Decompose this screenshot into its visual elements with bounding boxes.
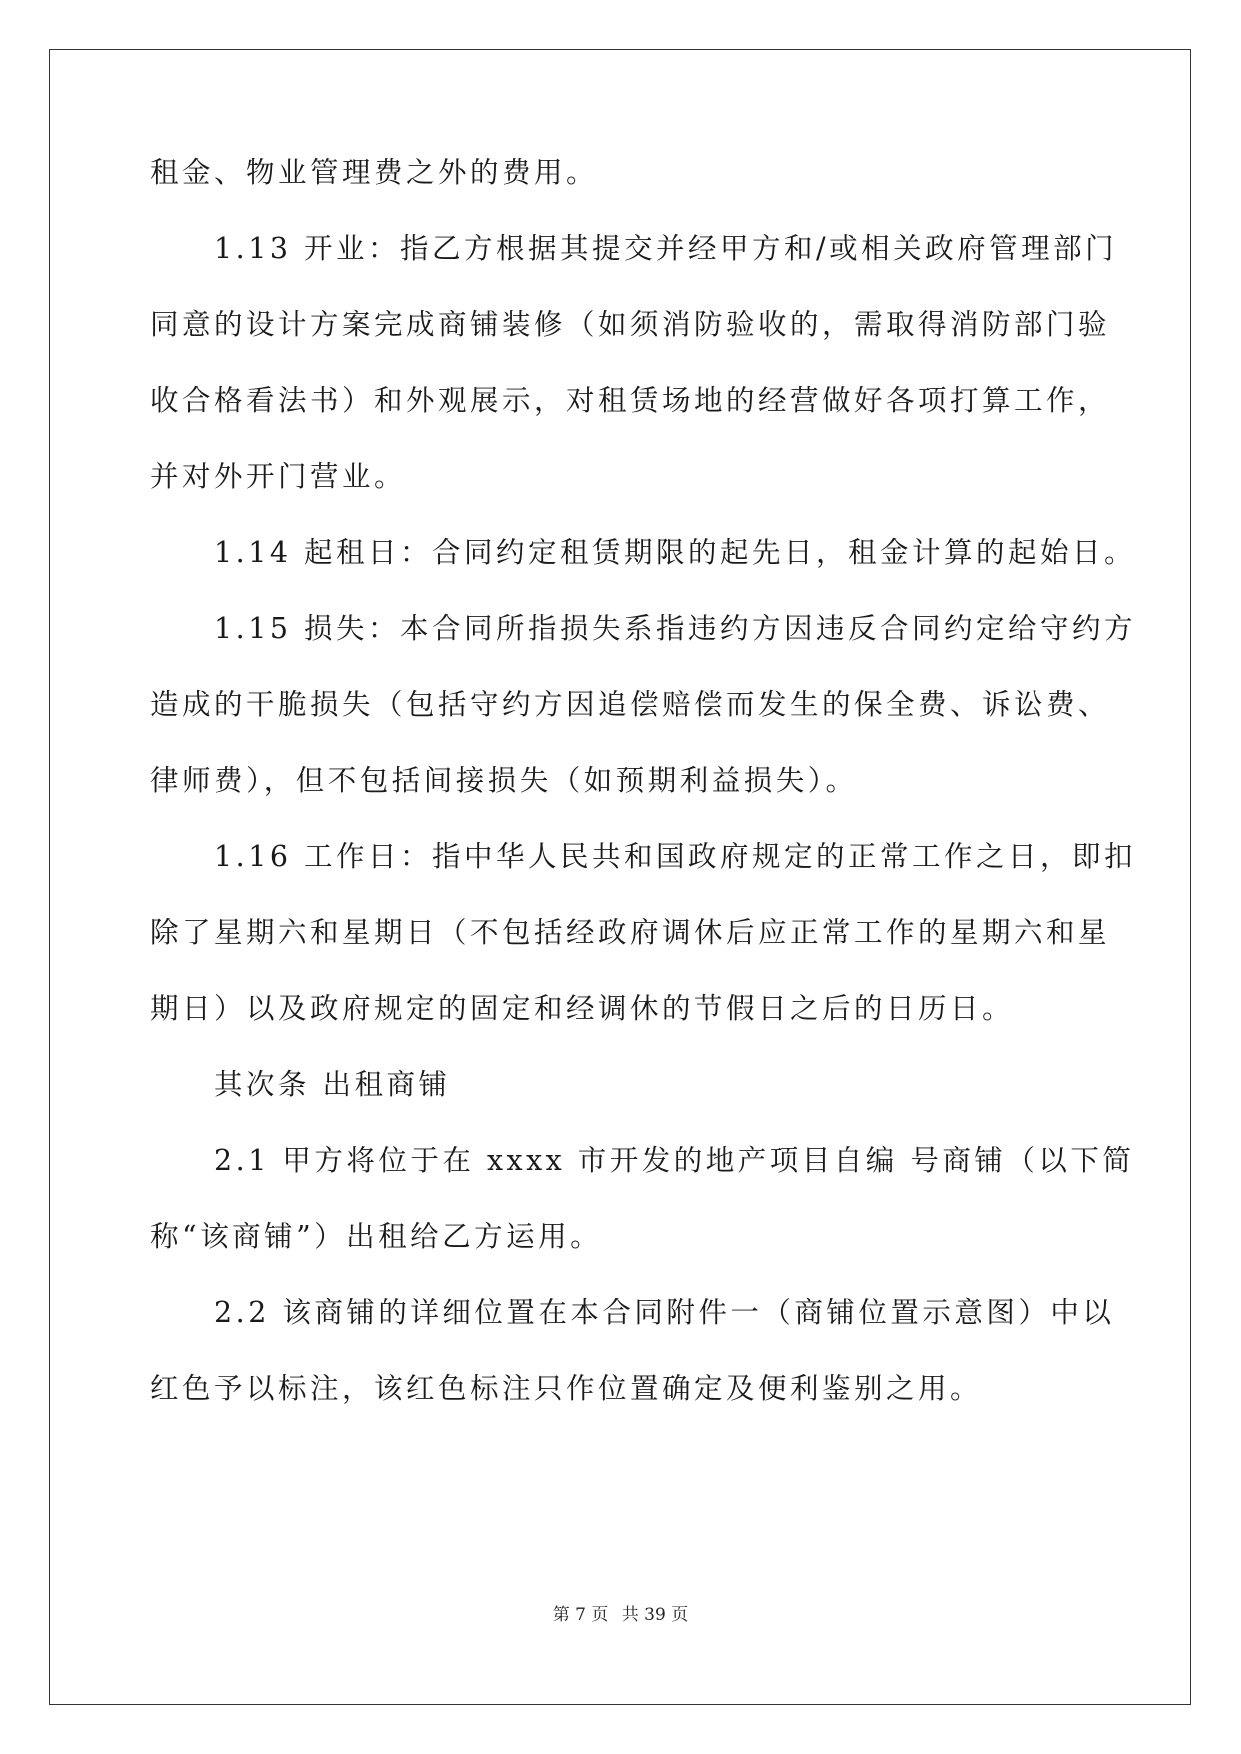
clause-1-13-line-4: 并对外开门营业。 [150, 460, 407, 493]
clause-2-2-line-2: 红色予以标注，该红色标注只作位置确定及便利鉴别之用。 [150, 1372, 983, 1405]
clause-1-16-line-1: 1.16 工作日：指中华人民共和国政府规定的正常工作之日，即扣 [214, 840, 1137, 873]
text-line-1: 租金、物业管理费之外的费用。 [150, 156, 599, 189]
clause-1-16-line-3: 期日）以及政府规定的固定和经调休的节假日之后的日历日。 [150, 992, 1015, 1025]
clause-1-15-line-3: 律师费），但不包括间接损失（如预期利益损失）。 [150, 764, 858, 797]
page-number: 第 7 页 [552, 1605, 609, 1625]
clause-2-2-line-1: 2.2 该商铺的详细位置在本合同附件一（商铺位置示意图）中以 [214, 1296, 1115, 1329]
page-total: 共 39 页 [621, 1605, 689, 1625]
clause-2-1-line-2: 称“该商铺”）出租给乙方运用。 [150, 1220, 603, 1253]
section-heading-2: 其次条 出租商铺 [214, 1068, 451, 1101]
clause-1-15-line-2: 造成的干脆损失（包括守约方因追偿赔偿而发生的保全费、诉讼费、 [150, 688, 1111, 721]
clause-2-1-line-1: 2.1 甲方将位于在 xxxx 市开发的地产项目自编 号商铺（以下简 [214, 1144, 1135, 1177]
clause-1-16-line-2: 除了星期六和星期日（不包括经政府调休后应正常工作的星期六和星 [150, 916, 1111, 949]
clause-1-13-line-3: 收合格看法书）和外观展示，对租赁场地的经营做好各项打算工作， [150, 384, 1111, 417]
clause-1-14: 1.14 起租日：合同约定租赁期限的起先日，租金计算的起始日。 [214, 536, 1137, 569]
page-footer [0, 1600, 1241, 1625]
clause-1-13-line-2: 同意的设计方案完成商铺装修（如须消防验收的，需取得消防部门验 [150, 308, 1111, 341]
page-border [49, 49, 1191, 1705]
clause-1-13-line-1: 1.13 开业：指乙方根据其提交并经甲方和/或相关政府管理部门 [214, 232, 1118, 265]
clause-1-15-line-1: 1.15 损失：本合同所指损失系指违约方因违反合同约定给守约方 [214, 612, 1137, 645]
